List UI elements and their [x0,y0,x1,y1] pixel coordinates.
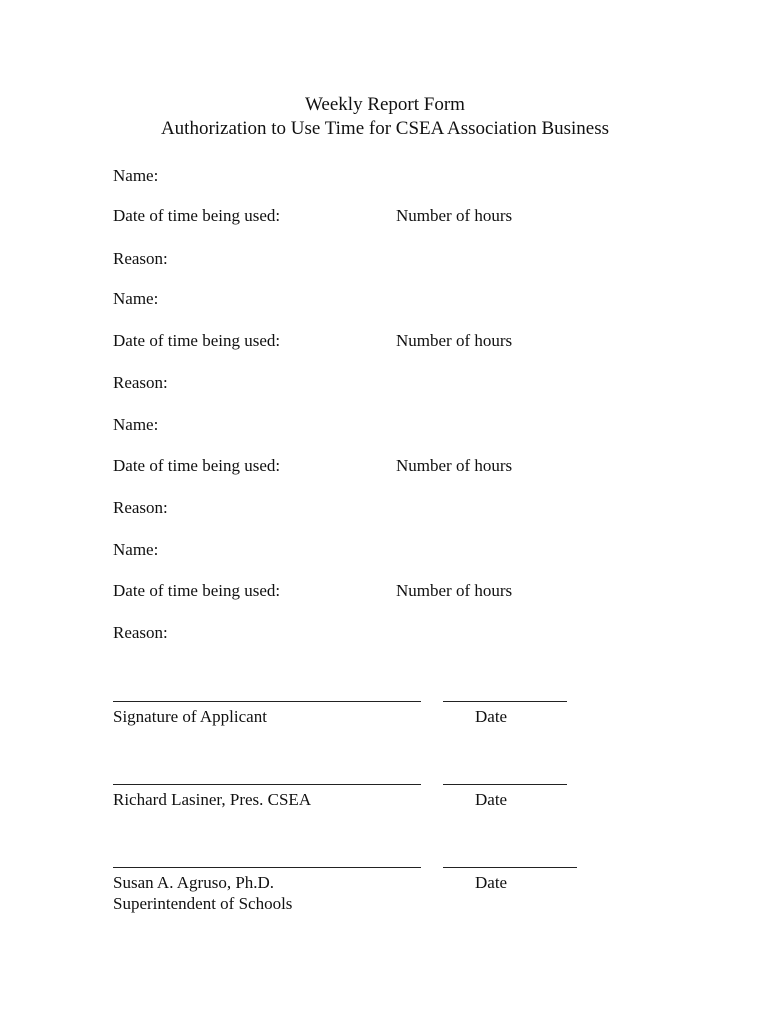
date-caption: Date [475,873,508,892]
hours-label: Number of hours [396,456,513,475]
date-label: Date of time being used: [113,456,281,475]
signature-caption: Susan A. Agruso, Ph.D. [113,873,275,892]
name-label: Name: [113,289,159,308]
signature-caption: Signature of Applicant [113,707,267,726]
date-label: Date of time being used: [113,331,281,350]
reason-label: Reason: [113,498,168,517]
date-caption: Date [475,790,508,809]
name-label: Name: [113,540,159,559]
date-label: Date of time being used: [113,581,281,600]
signature-line[interactable] [113,701,421,702]
name-label: Name: [113,166,159,185]
date-caption: Date [475,707,508,726]
reason-label: Reason: [113,249,168,268]
date-label: Date of time being used: [113,206,281,225]
reason-label: Reason: [113,373,168,392]
signature-line[interactable] [113,867,421,868]
hours-label: Number of hours [396,331,513,350]
hours-label: Number of hours [396,206,513,225]
signature-caption: Richard Lasiner, Pres. CSEA [113,790,312,809]
name-label: Name: [113,415,159,434]
form-subtitle: Authorization to Use Time for CSEA Association Business [160,118,610,139]
signature-line[interactable] [113,784,421,785]
date-line[interactable] [443,867,577,868]
signature-title: Superintendent of Schools [113,894,293,913]
reason-label: Reason: [113,623,168,642]
date-line[interactable] [443,701,567,702]
form-title: Weekly Report Form [305,94,465,115]
date-line[interactable] [443,784,567,785]
hours-label: Number of hours [396,581,513,600]
